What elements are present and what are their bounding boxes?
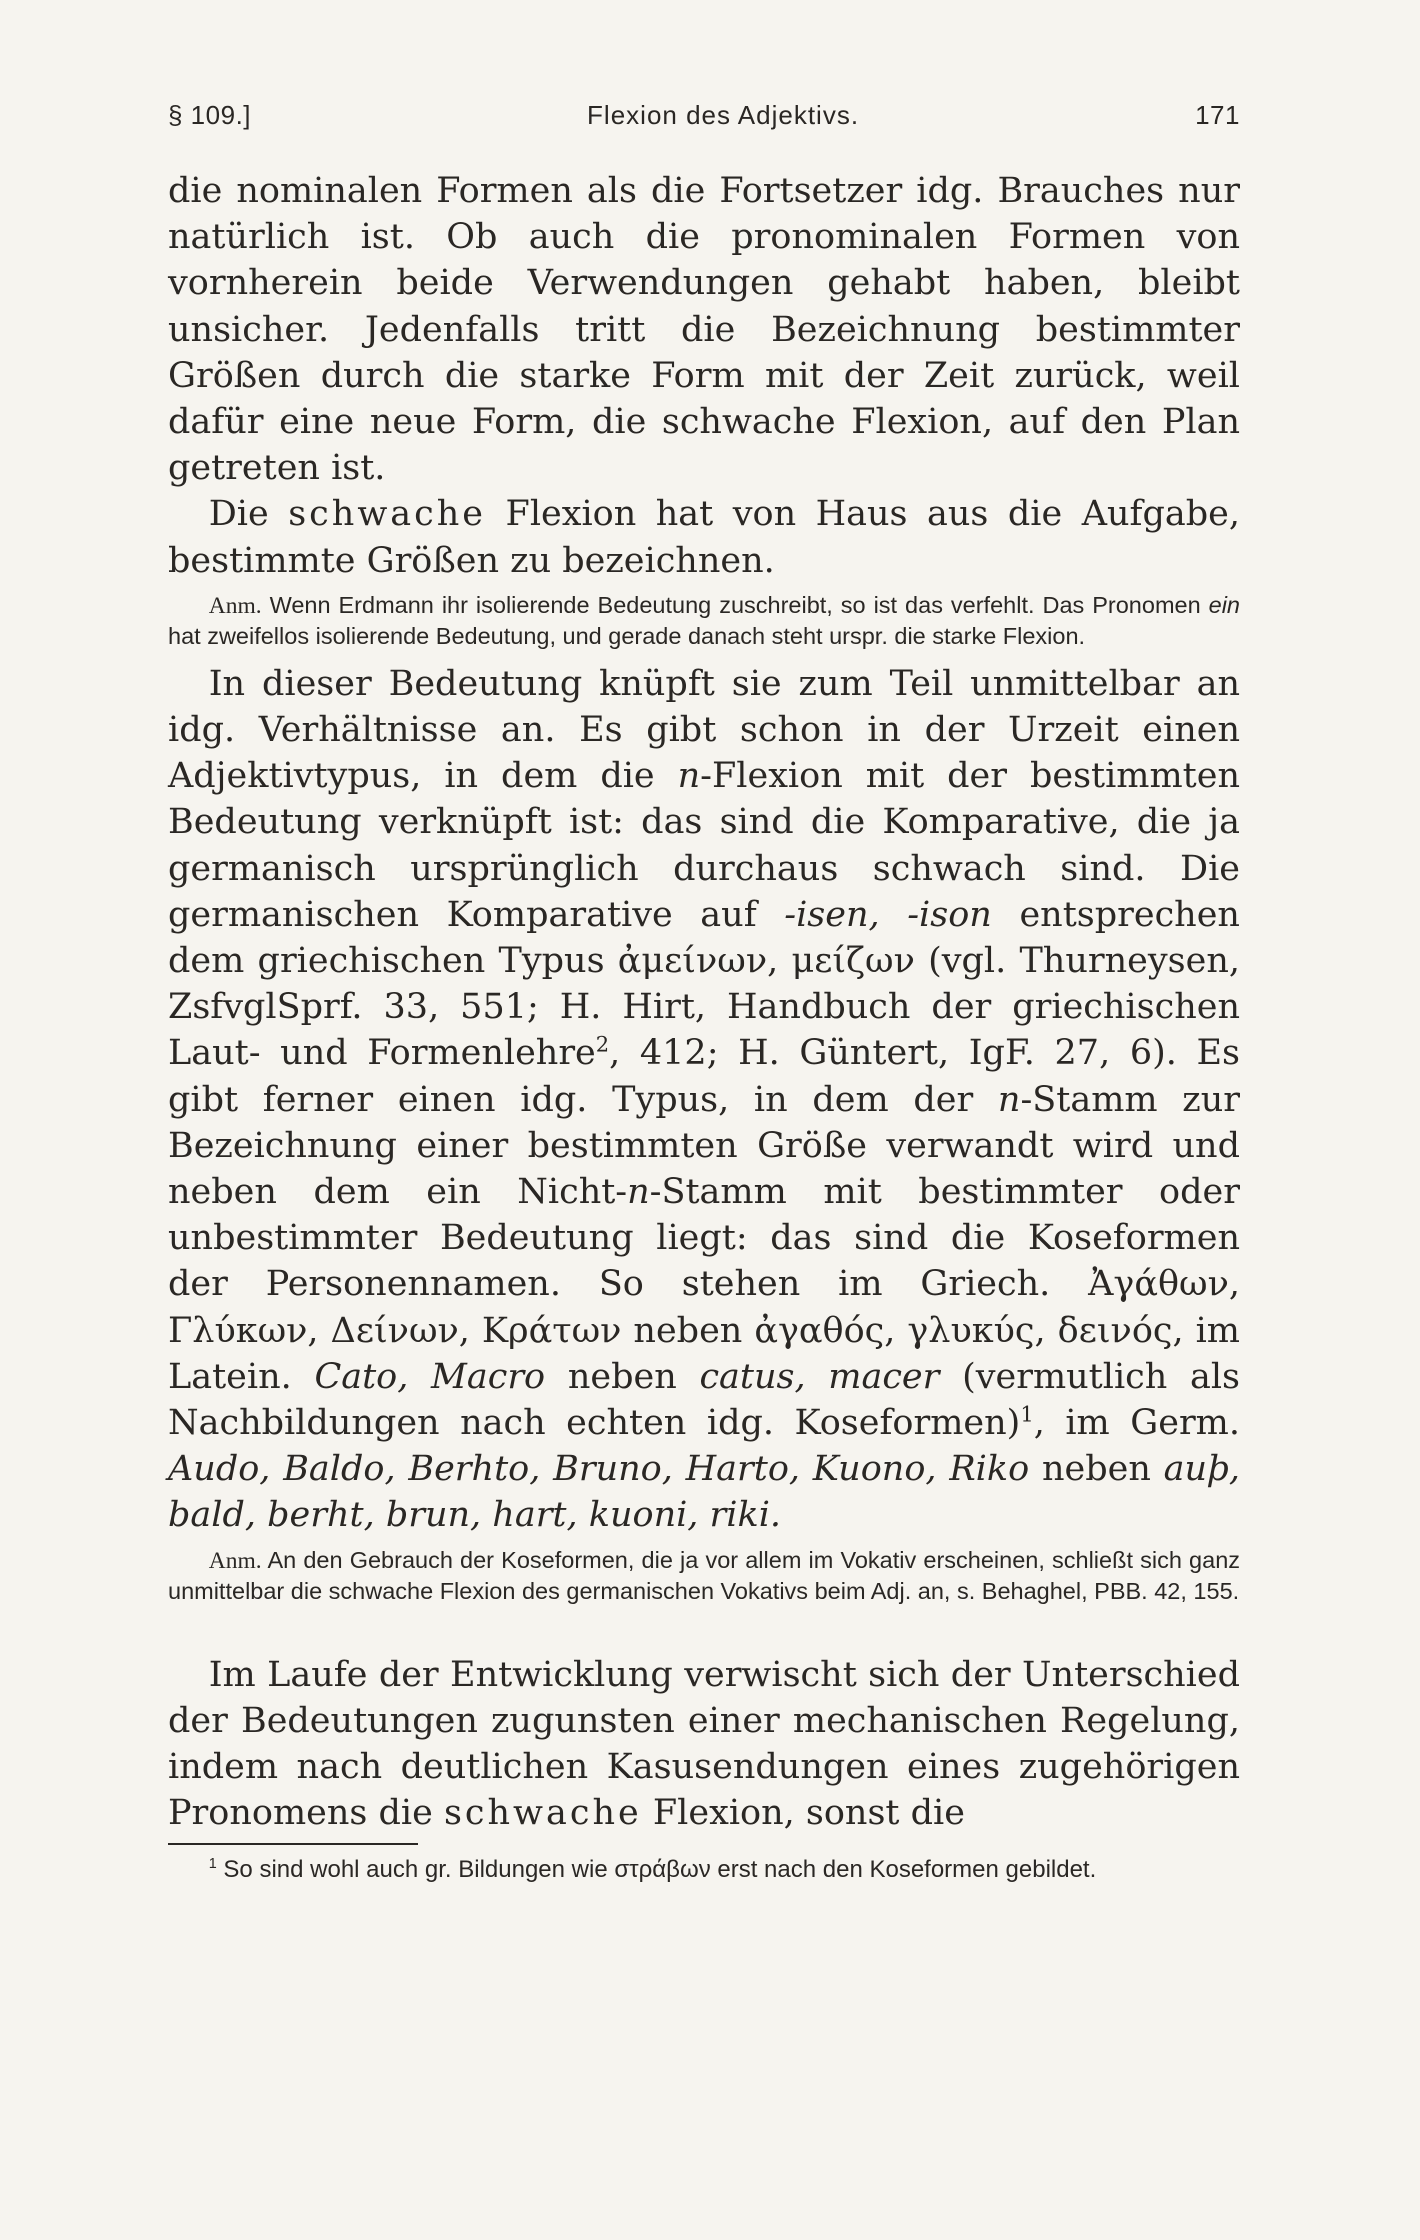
running-header	[168, 100, 1240, 140]
paragraph-2	[168, 491, 1240, 583]
p4-spaced: schwache	[443, 1793, 642, 1834]
annotation-1	[168, 590, 1240, 651]
annotation-2	[168, 1545, 1240, 1606]
p4-end: Flexion, sonst die	[652, 1793, 965, 1834]
p4-text: Im Laufe der Entwicklung verwischt sich der Unterschied der Bedeutungen zugunsten einer mechanischen Regelung, indem nach deutlichen Kasusendungen eines zugehörigen Pronomens die	[168, 1654, 1240, 1834]
note1-text-a: Wenn Erdmann ihr isolierende Bedeutung zuschreibt, so ist das verfehlt. Das Pronomen	[269, 591, 1201, 618]
p3-germ-names: Audo, Baldo, Berhto, Bruno, Harto, Kuono, Riko	[168, 1449, 1030, 1490]
main-text	[168, 168, 1240, 1837]
p3-cato: Cato, Macro	[314, 1356, 546, 1397]
p2-post: Flexion hat von Haus aus die Aufgabe, bestimmte Größen zu bezeichnen.	[168, 494, 1240, 581]
p3-g: neben	[567, 1356, 677, 1397]
p3-catus: catus, macer	[699, 1356, 940, 1397]
note2-text: An den Gebrauch der Koseformen, die ja vor allem im Vokativ erscheinen, schließt sich ganz unmittelbar die schwache Flexion des germanischen Vokativs beim Adj. an, s. Behaghel, PBB. 42, 155.	[168, 1546, 1241, 1604]
p3-b: -Flexion mit der bestimmten Bedeutung verknüpft ist: das sind die Komparative, die ja germanisch ursprünglich durchaus schwach sind. Die germanischen Komparative auf	[168, 756, 1240, 935]
footnote	[168, 1853, 1240, 1886]
note-label: Anm.	[208, 592, 262, 619]
p3-a: In dieser Bedeutung knüpft sie zum Teil unmittelbar an idg. Verhältnisse an. Es gibt schon in der Urzeit einen Adjektivtypus, in dem die	[168, 663, 1240, 797]
paragraph-1: die nominalen Formen als die Fortsetzer idg. Brauches nur natürlich ist. Ob auch die pronominalen Formen von vornherein beide Verwendungen gehabt haben, bleibt unsicher. Jedenfalls tritt die Bezeichnung bestimmter Größen durch die starke Form mit der Zeit zurück, weil dafür eine neue Form, die schwache Flexion, auf den Plan getreten ist.	[168, 171, 1240, 489]
note1-text-b: hat zweifellos isolierende Bedeutung, und gerade danach steht urspr. die starke Flexion.	[168, 622, 1086, 649]
footnote-mark: 1	[208, 1855, 217, 1872]
p2-pre: Die	[208, 494, 269, 535]
p3-j: neben	[1041, 1449, 1151, 1490]
spacer	[168, 1616, 1240, 1652]
paragraph-4	[168, 1652, 1240, 1837]
p3-sup2: 2	[595, 1032, 610, 1057]
p3-f: -Stamm mit bestimmter oder unbestimmter Bedeutung liegt: das sind die Koseformen der Personennamen. So stehen im Griech. Ἀγάθων, Γλύκων, Δείνων, Κράτων neben ἀγαθός, γλυκύς, δεινός, im Latein.	[168, 1172, 1240, 1397]
p3-germ-adj: auþ, bald, berht, brun, hart, kuoni, riki.	[168, 1449, 1240, 1536]
spaced-schwache: schwache	[288, 494, 487, 535]
p3-n2: n	[997, 1079, 1021, 1120]
page-number: 171	[1195, 100, 1240, 130]
p3-sup1: 1	[1020, 1402, 1034, 1427]
p3-e: -Stamm zur Bezeichnung einer bestimmten Größe verwandt wird und neben dem ein Nicht-	[168, 1079, 1240, 1213]
p3-d: , 412; H. Güntert, IgF. 27, 6). Es gibt ferner einen idg. Typus, in dem der	[168, 1033, 1240, 1120]
p3-n3: n	[627, 1172, 650, 1213]
p3-n1: n	[677, 756, 701, 797]
footnote-text: So sind wohl auch gr. Bildungen wie στράβων erst nach den Koseformen gebildet.	[223, 1855, 1097, 1883]
section-marker: § 109.]	[168, 100, 252, 130]
paragraph-3	[168, 661, 1240, 1539]
p3-i: , im Germ.	[1033, 1403, 1240, 1444]
running-title: Flexion des Adjektivs.	[587, 100, 860, 130]
note1-ein: ein	[1208, 591, 1240, 618]
footnote-divider	[168, 1843, 418, 1845]
p3-c: entsprechen dem griechischen Typus ἀμείνων, μείζων (vgl. Thurneysen, ZsfvglSprf. 33, 551; H. Hirt, Handbuch der griechischen Laut- und Formenlehre	[168, 894, 1240, 1074]
p3-h: (vermutlich als Nachbildungen nach echten idg. Koseformen)	[168, 1356, 1240, 1444]
note-label: Anm.	[208, 1547, 262, 1574]
p3-isen: -isen, -ison	[784, 894, 992, 935]
